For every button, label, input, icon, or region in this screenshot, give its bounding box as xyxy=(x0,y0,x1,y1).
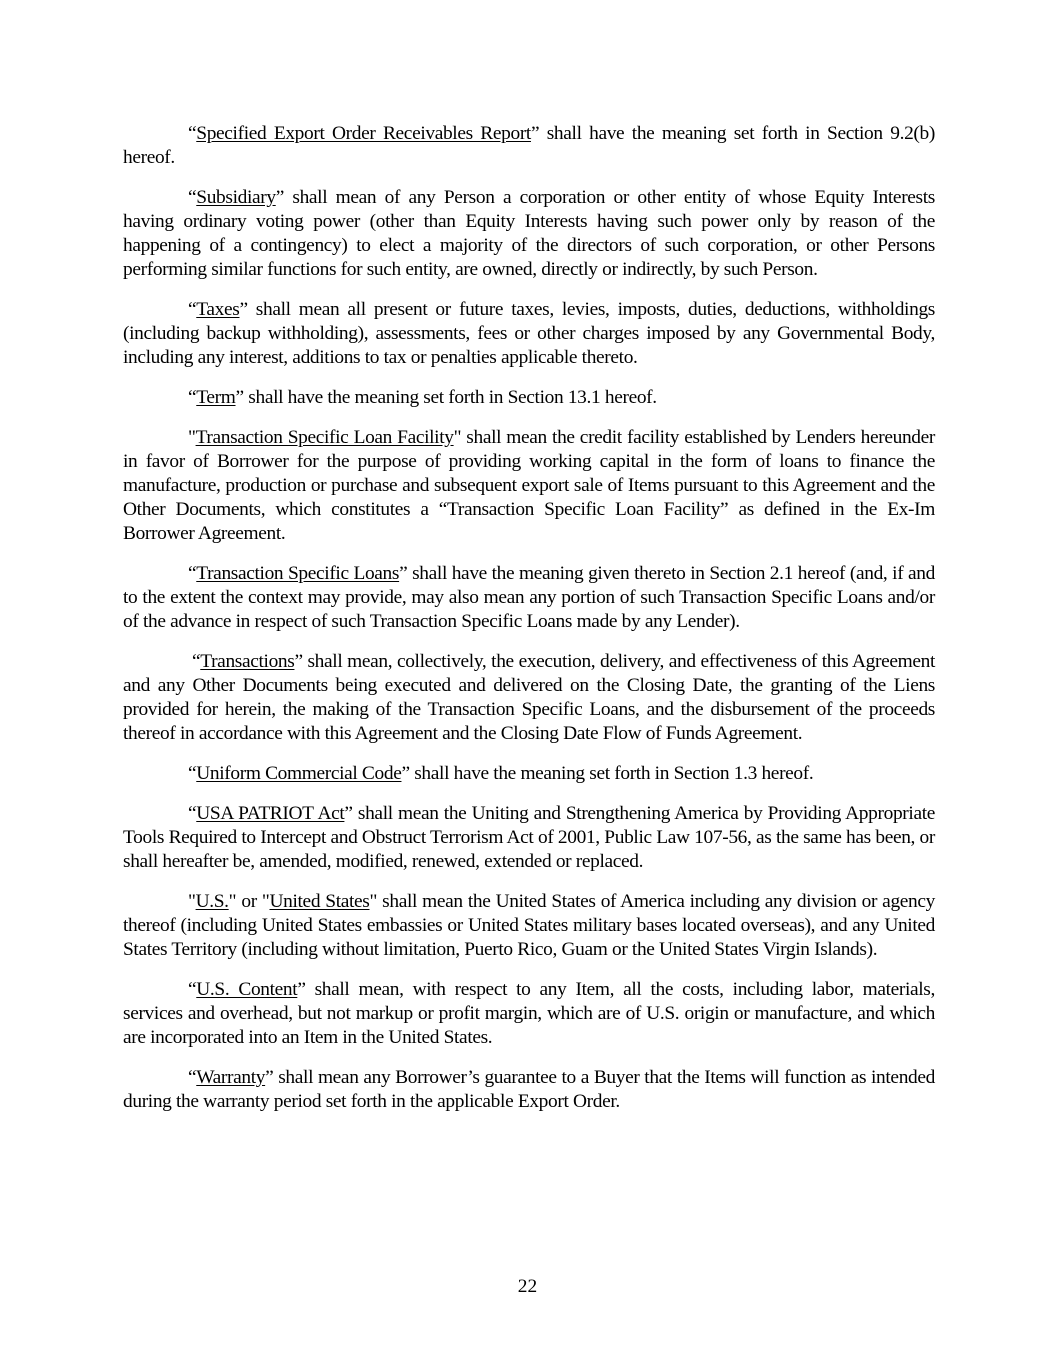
defined-term: Transactions xyxy=(200,651,295,672)
defined-term: Specified Export Order Receivables Report xyxy=(196,123,531,144)
definition-text: shall have the meaning set forth in Section 13.1 hereof. xyxy=(243,387,657,408)
definition-paragraph: “USA PATRIOT Act” shall mean the Uniting and Strengthening America by Providing Appropriate Tools Required to Intercept and Obstruct Terrorism Act of 2001, Public Law 107-56, as the same has been, or shall hereafter be, amended, modified, renewed, extended or replaced. xyxy=(123,803,935,872)
definition-paragraph: “Transactions” shall mean, collectively, the execution, delivery, and effectiveness of this Agreement and any Other Documents being executed and delivered on the Closing Date, the granting of the Liens provided for herein, the making of the Transaction Specific Loans, and the disbursement of the proceeds thereof in accordance with this Agreement and the Closing Date Flow of Funds Agreement. xyxy=(123,651,935,744)
defined-term: Taxes xyxy=(196,299,240,320)
definition-paragraph: "Transaction Specific Loan Facility" shall mean the credit facility established by Lenders hereunder in favor of Borrower for the purpose of providing working capital in the form of loans to finance the manufacture, production or purchase and subsequent export sale of Items pursuant to this Agreement and the Other Documents, which constitutes a “Transaction Specific Loan Facility” as defined in the Ex-Im Borrower Agreement. xyxy=(123,427,935,544)
definition-paragraph: “Uniform Commercial Code” shall have the meaning set forth in Section 1.3 hereof. xyxy=(188,763,814,784)
definition-paragraph: "U.S." or "United States" shall mean the United States of America including any division or agency thereof (including United States embassies or United States military bases located overseas), and any United States Territory (including without limitation, Puerto Rico, Guam or the United States Virgin Islands). xyxy=(123,891,935,960)
definitions-section xyxy=(123,122,935,1130)
definition-text: shall mean the credit facility established by Lenders hereunder in favor of Borrower for the purpose of providing working capital in the form of loans to finance the manufacture, production or purchase and subsequent export sale of Items pursuant to this Agreement and the Other Documents, which constitutes a “Transaction Specific Loan Facility” as defined in the Ex-Im Borrower Agreement. xyxy=(123,427,935,544)
definition-paragraph: “Specified Export Order Receivables Report” shall have the meaning set forth in Section 9.2(b) hereof. xyxy=(123,123,935,168)
defined-term: Uniform Commercial Code xyxy=(196,763,402,784)
defined-term: U.S. Content xyxy=(196,979,298,1000)
defined-term: U.S. xyxy=(195,891,229,912)
definition-text: shall mean of any Person a corporation or other entity of whose Equity Interests having ordinary voting power (other than Equity Interests having such power only by reason of the happening of a contingency) to elect a majority of the directors of such corporation, or other Persons performing similar functions for such entity, are owned, directly or indirectly, by such Person. xyxy=(123,187,935,280)
page-number: 22 xyxy=(517,1276,538,1297)
definition-paragraph: “U.S. Content” shall mean, with respect to any Item, all the costs, including labor, materials, services and overhead, but not markup or profit margin, which are of U.S. origin or manufacture, and which are incorporated into an Item in the United States. xyxy=(123,979,935,1048)
definition-text: shall have the meaning given thereto in Section 2.1 hereof (and, if and to the extent the context may provide, may also mean any portion of such Transaction Specific Loans and/or of the advance in respect of such Transaction Specific Loans made by any Lender). xyxy=(123,563,935,632)
definition-text: shall have the meaning set forth in Section 1.3 hereof. xyxy=(409,763,814,784)
defined-term: Transaction Specific Loan Facility xyxy=(195,427,454,448)
defined-term: Subsidiary xyxy=(196,187,276,208)
definition-text: shall mean all present or future taxes, levies, imposts, duties, deductions, withholdings (including backup withholding), assessments, fees or other charges imposed by any Governmental Body, including any interest, additions to tax or penalties applicable thereto. xyxy=(123,299,935,368)
definition-paragraph: “Transaction Specific Loans” shall have the meaning given thereto in Section 2.1 hereof (and, if and to the extent the context may provide, may also mean any portion of such Transaction Specific Loans and/or of the advance in respect of such Transaction Specific Loans made by any Lender). xyxy=(123,563,935,632)
definition-paragraph: “Warranty” shall mean any Borrower’s guarantee to a Buyer that the Items will function as intended during the warranty period set forth in the applicable Export Order. xyxy=(123,1067,935,1112)
definition-paragraph: “Taxes” shall mean all present or future taxes, levies, imposts, duties, deductions, withholdings (including backup withholding), assessments, fees or other charges imposed by any Governmental Body, including any interest, additions to tax or penalties applicable thereto. xyxy=(123,299,935,368)
defined-term: USA PATRIOT Act xyxy=(196,803,345,824)
defined-term: Transaction Specific Loans xyxy=(196,563,400,584)
definition-paragraph: “Subsidiary” shall mean of any Person a corporation or other entity of whose Equity Interests having ordinary voting power (other than Equity Interests having such power only by reason of the happening of a contingency) to elect a majority of the directors of such corporation, or other Persons performing similar functions for such entity, are owned, directly or indirectly, by such Person. xyxy=(123,187,935,280)
defined-term: Term xyxy=(196,387,236,408)
definition-text: shall mean, collectively, the execution, delivery, and effectiveness of this Agreement and any Other Documents being executed and delivered on the Closing Date, the granting of the Liens provided for herein, the making of the Transaction Specific Loans, and the disbursement of the proceeds thereof in accordance with this Agreement and the Closing Date Flow of Funds Agreement. xyxy=(123,651,935,744)
definition-text: shall mean the United States of America including any division or agency thereof (including United States embassies or United States military bases located overseas), and any United States Territory (including without limitation, Puerto Rico, Guam or the United States Virgin Islands). xyxy=(123,891,935,960)
defined-term: United States xyxy=(269,891,370,912)
definition-text: shall mean the Uniting and Strengthening America by Providing Appropriate Tools Required to Intercept and Obstruct Terrorism Act of 2001, Public Law 107-56, as the same has been, or shall hereafter be, amended, modified, renewed, extended or replaced. xyxy=(123,803,935,872)
definition-text: shall mean any Borrower’s guarantee to a Buyer that the Items will function as intended during the warranty period set forth in the applicable Export Order. xyxy=(123,1067,935,1112)
defined-term: Warranty xyxy=(196,1067,266,1088)
definition-text: shall mean, with respect to any Item, all the costs, including labor, materials, services and overhead, but not markup or profit margin, which are of U.S. origin or manufacture, and which are incorporated into an Item in the United States. xyxy=(123,979,935,1048)
definition-text: shall have the meaning set forth in Section 9.2(b) hereof. xyxy=(123,123,935,168)
definition-paragraph: “Term” shall have the meaning set forth in Section 13.1 hereof. xyxy=(188,387,657,408)
